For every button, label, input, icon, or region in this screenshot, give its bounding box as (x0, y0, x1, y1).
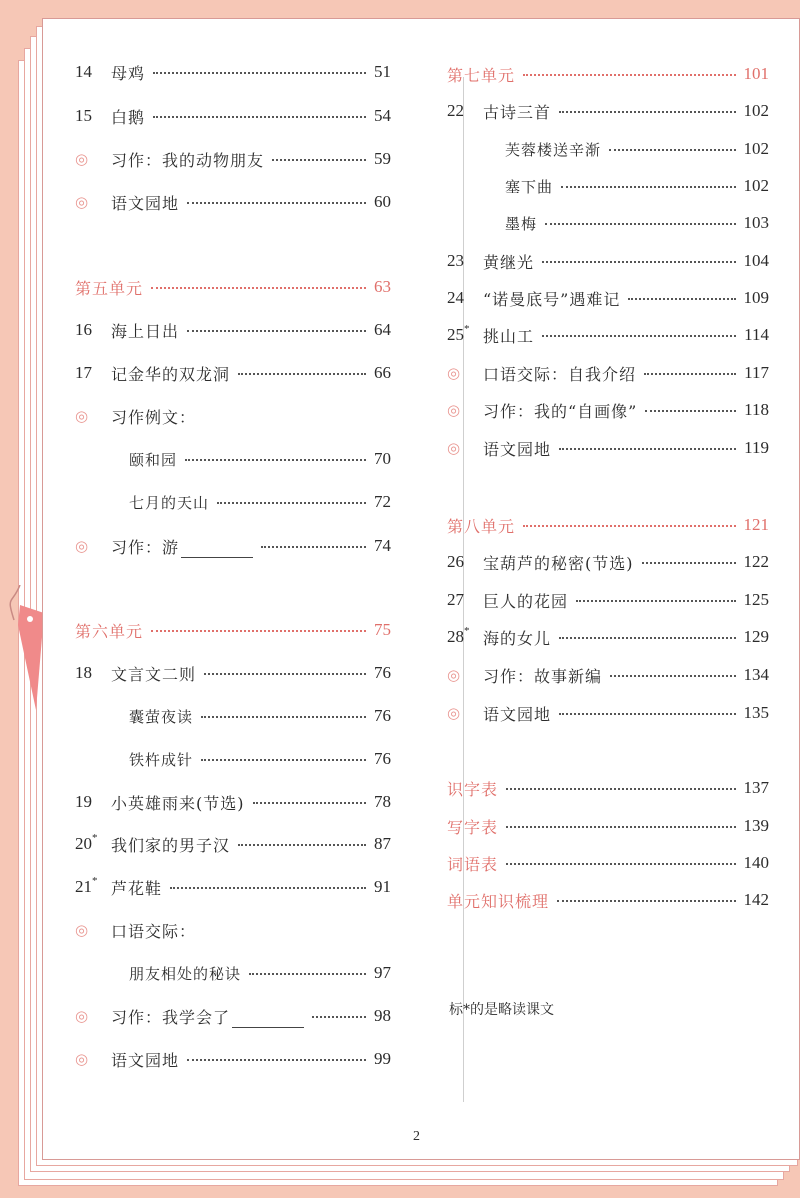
leader-dots (557, 900, 735, 902)
entry-title-text: 朋友相处的秘诀 (129, 964, 242, 983)
toc-entry (447, 248, 769, 274)
entry-title-text: 芦花鞋 (111, 878, 163, 898)
entry-title (111, 362, 230, 385)
entry-title (483, 287, 620, 310)
entry-page-number: 97 (374, 963, 391, 982)
unit-heading (75, 274, 391, 300)
leader-dots (261, 546, 366, 548)
lesson-number (447, 590, 483, 610)
leader-dots (576, 600, 735, 602)
entry-title (505, 139, 601, 160)
leader-dots (187, 1059, 366, 1061)
entry-title-text: 记金华的双龙洞 (111, 364, 231, 384)
leader-dots (187, 202, 366, 204)
leader-dots (253, 802, 367, 804)
toc-entry (447, 322, 769, 348)
entry-title (447, 889, 549, 912)
entry-title (129, 492, 209, 513)
leader-dots (645, 410, 736, 412)
toc-entry (129, 746, 391, 772)
entry-title-text: 塞下曲 (505, 177, 554, 196)
lesson-number-text: 26 (447, 552, 464, 571)
entry-page-number: 142 (743, 890, 769, 909)
bullseye-icon: ◎ (75, 537, 89, 555)
leader-dots (561, 186, 735, 188)
lesson-number (75, 62, 111, 82)
entry-title (505, 176, 553, 197)
leader-dots (187, 330, 366, 332)
entry-title-text: 写字表 (447, 817, 499, 837)
entry-page-number: 59 (374, 149, 391, 168)
appendix-entry (447, 775, 769, 801)
entry-title (111, 105, 145, 128)
lesson-number (447, 552, 483, 572)
fill-in-blank (232, 1011, 304, 1028)
toc-entry (447, 285, 769, 311)
lesson-number (75, 320, 111, 340)
lesson-number-text: 24 (447, 288, 464, 307)
entry-page-number: 78 (374, 792, 391, 811)
entry-title-text: 习作例文： (111, 407, 197, 427)
entry-title (111, 662, 196, 685)
leader-dots (151, 287, 366, 289)
entry-page-number: 121 (743, 515, 769, 534)
toc-entry (505, 136, 769, 162)
entry-page-number: 63 (374, 277, 391, 296)
toc-entry (447, 435, 769, 461)
toc-entry (75, 146, 391, 172)
lesson-number (75, 663, 111, 683)
entry-title-text: 词语表 (447, 854, 499, 874)
toc-entry (75, 1003, 391, 1029)
entry-title (129, 706, 193, 727)
leader-dots (610, 675, 735, 677)
lesson-number (75, 363, 111, 383)
appendix-entry (447, 887, 769, 913)
entry-title-text: 口语交际： (111, 921, 197, 941)
toc-entry (129, 703, 391, 729)
entry-page-number: 51 (374, 62, 391, 81)
skim-reading-star: * (92, 875, 98, 887)
toc-entry (129, 960, 391, 986)
entry-title-text: 我们家的男子汉 (111, 835, 231, 855)
entry-page-number: 54 (374, 106, 391, 125)
entry-title (483, 250, 534, 273)
entry-title (111, 535, 253, 558)
entry-title-text: 囊萤夜读 (129, 707, 194, 726)
toc-entry (75, 403, 391, 429)
toc-entry (75, 189, 391, 215)
leader-dots (170, 887, 366, 889)
entry-page-number: 98 (374, 1006, 391, 1025)
entry-page-number: 118 (744, 400, 769, 419)
entry-page-number: 119 (744, 438, 769, 457)
leader-dots (506, 826, 735, 828)
entry-page-number: 102 (743, 176, 769, 195)
entry-title (75, 619, 143, 642)
entry-title (447, 777, 498, 800)
reading-note: 标*的是略读课文 (449, 1002, 554, 1018)
leader-dots (506, 788, 735, 790)
leader-dots (523, 74, 735, 76)
entry-title (447, 63, 515, 86)
entry-page-number: 76 (374, 706, 391, 725)
leader-dots (249, 973, 366, 975)
toc-entry (447, 662, 769, 688)
entry-page-number: 103 (743, 213, 769, 232)
entry-page-number: 125 (743, 590, 769, 609)
entry-page-number: 140 (743, 853, 769, 872)
entry-page-number: 102 (743, 101, 769, 120)
leader-dots (204, 673, 366, 675)
entry-title (483, 626, 551, 649)
toc-entry (505, 210, 769, 236)
entry-title-text: 第八单元 (447, 516, 516, 536)
lesson-number-text: 23 (447, 251, 464, 270)
leader-dots (642, 562, 736, 564)
leader-dots (628, 298, 735, 300)
entry-title (111, 919, 196, 942)
unit-heading (447, 512, 769, 538)
entry-page-number: 135 (743, 703, 769, 722)
lesson-number-text: 17 (75, 363, 92, 382)
entry-page-number: 64 (374, 320, 391, 339)
entry-title-text: 宝葫芦的秘密(节选) (483, 553, 634, 573)
bullseye-icon: ◎ (75, 150, 89, 168)
toc-entry (505, 173, 769, 199)
toc-entry (447, 397, 769, 423)
entry-title-text: 第七单元 (447, 65, 516, 85)
entry-title-text: 七月的天山 (129, 493, 210, 512)
entry-title (111, 148, 264, 171)
entry-page-number: 139 (743, 816, 769, 835)
toc-entry (129, 446, 391, 472)
entry-title (111, 191, 179, 214)
entry-title-text: 古诗三首 (483, 102, 552, 122)
entry-title (447, 514, 515, 537)
leader-dots (545, 223, 735, 225)
lesson-number-text: 16 (75, 320, 92, 339)
entry-page-number: 134 (743, 665, 769, 684)
toc-entry (75, 789, 391, 815)
leader-dots (238, 373, 366, 375)
entry-title-text: 墨梅 (505, 214, 538, 233)
page-number: 2 (413, 1129, 420, 1144)
leader-dots (542, 335, 736, 337)
entry-title-text: 第六单元 (75, 621, 144, 641)
entry-title (129, 749, 193, 770)
entry-page-number: 76 (374, 749, 391, 768)
entry-title (111, 61, 145, 84)
toc-entry (75, 103, 391, 129)
lesson-number (447, 627, 483, 647)
entry-title-text: 芙蓉楼送辛渐 (505, 140, 602, 159)
lesson-number (447, 101, 483, 121)
entry-title (111, 791, 245, 814)
entry-title (483, 551, 634, 574)
entry-page-number: 99 (374, 1049, 391, 1068)
entry-title-text: 语文园地 (483, 439, 552, 459)
leader-dots (217, 502, 366, 504)
entry-title-text: 海上日出 (111, 321, 180, 341)
entry-page-number: 70 (374, 449, 391, 468)
entry-title (129, 449, 177, 470)
toc-entry (447, 587, 769, 613)
entry-page-number: 104 (743, 251, 769, 270)
leader-dots (609, 149, 735, 151)
leader-dots (238, 844, 366, 846)
entry-page-number: 122 (743, 552, 769, 571)
bullseye-icon: ◎ (75, 407, 89, 425)
entry-page-number: 102 (743, 139, 769, 158)
entry-title (483, 664, 602, 687)
entry-title-text: 语文园地 (111, 193, 180, 213)
bullseye-icon: ◎ (447, 704, 461, 722)
skim-reading-star: * (464, 625, 470, 637)
entry-title-text: 识字表 (447, 779, 499, 799)
entry-title (483, 437, 551, 460)
bullseye-icon: ◎ (75, 193, 89, 211)
fill-in-blank (181, 541, 253, 558)
entry-title-text: 母鸡 (111, 63, 146, 83)
entry-page-number: 66 (374, 363, 391, 382)
entry-title-text: 挑山工 (483, 326, 535, 346)
lesson-number-text: 20 (75, 834, 92, 853)
entry-title (111, 833, 230, 856)
entry-title (111, 319, 179, 342)
entry-title (111, 1005, 304, 1028)
lesson-number-text: 22 (447, 101, 464, 120)
entry-page-number: 114 (744, 325, 769, 344)
toc-entry (75, 317, 391, 343)
lesson-number-text: 19 (75, 792, 92, 811)
entry-title-text: 语文园地 (483, 704, 552, 724)
entry-title (483, 362, 636, 385)
skim-reading-star: * (464, 323, 470, 335)
entry-page-number: 91 (374, 877, 391, 896)
toc-entry (75, 917, 391, 943)
toc-entry (447, 549, 769, 575)
leader-dots (523, 525, 735, 527)
leader-dots (559, 448, 736, 450)
entry-title-text: 习作：故事新编 (483, 666, 603, 686)
entry-title-text: 第五单元 (75, 278, 144, 298)
toc-page (42, 18, 800, 1160)
leader-dots (151, 630, 366, 632)
leader-dots (559, 637, 735, 639)
bookmark-tag-icon (6, 585, 46, 715)
leader-dots (644, 373, 736, 375)
leader-dots (153, 72, 366, 74)
leader-dots (559, 713, 735, 715)
lesson-number-text: 18 (75, 663, 92, 682)
leader-dots (201, 716, 366, 718)
entry-title-text: 巨人的花园 (483, 591, 569, 611)
toc-entry (75, 59, 391, 85)
bullseye-icon: ◎ (447, 666, 461, 684)
toc-entry (447, 624, 769, 650)
entry-page-number: 109 (743, 288, 769, 307)
toc-entry (75, 660, 391, 686)
entry-title-text: 单元知识梳理 (447, 891, 550, 911)
bullseye-icon: ◎ (447, 439, 461, 457)
entry-title (483, 589, 568, 612)
leader-dots (153, 116, 366, 118)
toc-entry (447, 700, 769, 726)
toc-entry (75, 874, 391, 900)
entry-title-text: 语文园地 (111, 1050, 180, 1070)
entry-title-text: 小英雄雨来(节选) (111, 793, 245, 813)
leader-dots (506, 863, 735, 865)
entry-page-number: 117 (744, 363, 769, 382)
entry-title-text: 黄继光 (483, 252, 535, 272)
lesson-number (75, 792, 111, 812)
bullseye-icon: ◎ (75, 1050, 89, 1068)
lesson-number (447, 251, 483, 271)
lesson-number (75, 877, 111, 897)
skim-reading-star: * (92, 832, 98, 844)
unit-heading (75, 617, 391, 643)
toc-entry (75, 533, 391, 559)
bullseye-icon: ◎ (447, 401, 461, 419)
leader-dots (542, 261, 735, 263)
entry-title-text: 习作：我的“自画像” (483, 401, 638, 421)
bullseye-icon: ◎ (447, 364, 461, 382)
bullseye-icon: ◎ (75, 921, 89, 939)
entry-title-text: 文言文二则 (111, 664, 197, 684)
toc-entry (75, 1046, 391, 1072)
leader-dots (272, 159, 366, 161)
entry-title-text: “诺曼底号”遇难记 (483, 289, 621, 309)
leader-dots (559, 111, 735, 113)
lesson-number (447, 288, 483, 308)
entry-title (111, 405, 196, 428)
lesson-number-text: 25 (447, 325, 464, 344)
leader-dots (312, 1016, 366, 1018)
lesson-number-text: 15 (75, 106, 92, 125)
entry-title-text: 习作：我学会了 (111, 1007, 231, 1027)
entry-title-text: 口语交际：自我介绍 (483, 364, 637, 384)
entry-title (447, 815, 498, 838)
toc-entry (75, 360, 391, 386)
entry-page-number: 76 (374, 663, 391, 682)
entry-page-number: 137 (743, 778, 769, 797)
entry-title-text: 颐和园 (129, 450, 178, 469)
leader-dots (201, 759, 366, 761)
entry-title-text: 白鹅 (111, 107, 146, 127)
entry-title (483, 324, 534, 347)
toc-entry (75, 831, 391, 857)
bullseye-icon: ◎ (75, 1007, 89, 1025)
entry-title (505, 213, 537, 234)
entry-page-number: 75 (374, 620, 391, 639)
entry-title-text: 海的女儿 (483, 628, 552, 648)
lesson-number (447, 325, 483, 345)
entry-page-number: 60 (374, 192, 391, 211)
lesson-number-text: 21 (75, 877, 92, 896)
entry-title (447, 852, 498, 875)
appendix-entry (447, 850, 769, 876)
toc-entry (447, 98, 769, 124)
entry-title (483, 702, 551, 725)
entry-page-number: 129 (743, 627, 769, 646)
entry-title (483, 100, 551, 123)
lesson-number (75, 834, 111, 854)
entry-title (111, 876, 162, 899)
entry-page-number: 87 (374, 834, 391, 853)
entry-title (129, 963, 241, 984)
toc-entry (447, 360, 769, 386)
entry-title-text: 铁杵成针 (129, 750, 194, 769)
entry-title (111, 1048, 179, 1071)
entry-title (75, 276, 143, 299)
lesson-number-text: 28 (447, 627, 464, 646)
entry-title (483, 399, 637, 422)
entry-title-text: 习作：我的动物朋友 (111, 150, 265, 170)
entry-title-text: 习作：游 (111, 537, 180, 557)
unit-heading (447, 61, 769, 87)
entry-page-number: 72 (374, 492, 391, 511)
lesson-number-text: 27 (447, 590, 464, 609)
entry-page-number: 101 (743, 64, 769, 83)
leader-dots (185, 459, 366, 461)
entry-page-number: 74 (374, 536, 391, 555)
appendix-entry (447, 813, 769, 839)
lesson-number (75, 106, 111, 126)
toc-entry (129, 489, 391, 515)
lesson-number-text: 14 (75, 62, 92, 81)
